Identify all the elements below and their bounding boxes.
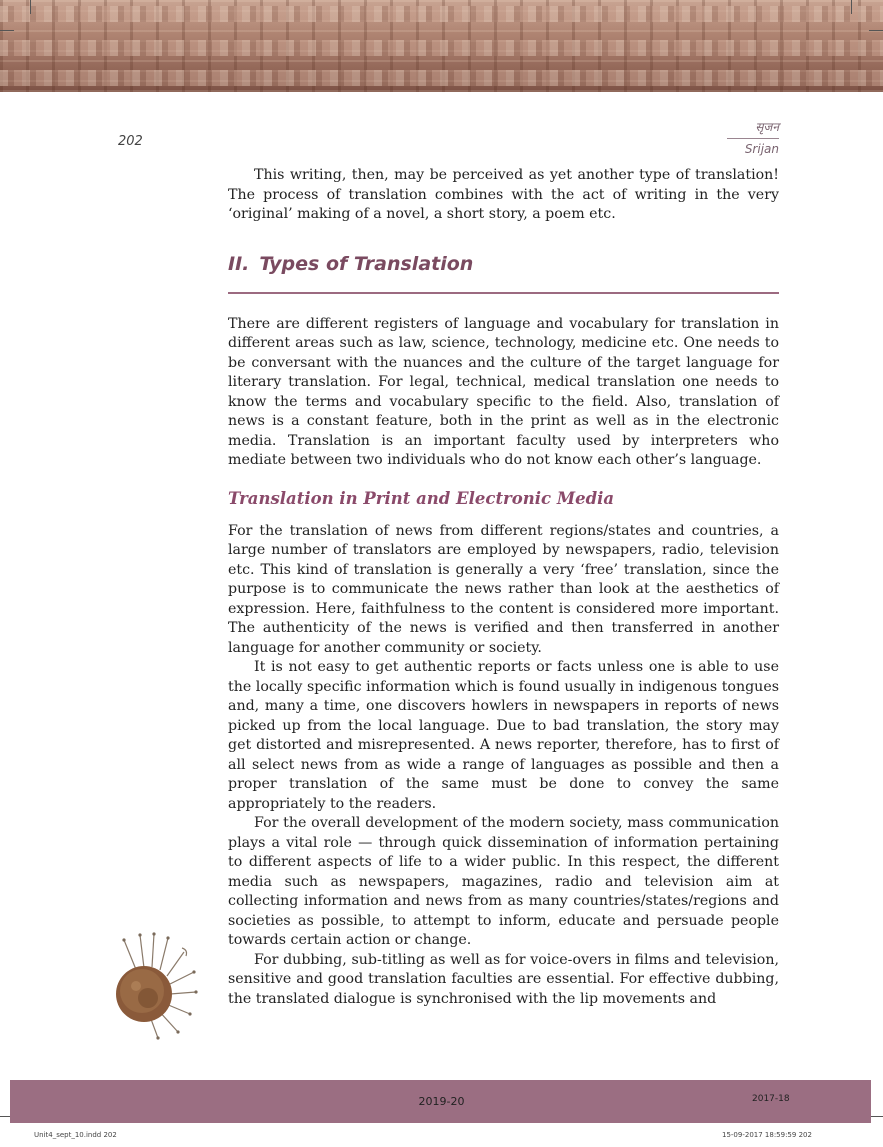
decorative-banner <box>0 0 883 92</box>
section-heading <box>228 253 779 275</box>
page-content <box>228 166 779 1009</box>
section-divider <box>228 292 779 294</box>
banner-carving-band <box>0 6 883 22</box>
crop-mark <box>869 1116 883 1117</box>
subsection-heading: Translation in Print and Electronic Media <box>228 488 615 508</box>
section-title: Types of Translation <box>259 252 474 275</box>
section-paragraph: There are different registers of language and vocabulary for translation in different areas such as law, science, technology, medicine etc. One needs to be conversant with the nuances and the culture of the target language for literary translation. For legal, technical, medical translation one needs to know the terms and vocabulary specific to the field. Also, translation of news is a constant feature, both in the print as well as in the electronic media. Translation is an important faculty used by interpreters who mediate between two individuals who do not know each other’s language. <box>228 315 779 468</box>
header-divider <box>727 138 779 139</box>
subsection-paragraph-1: For the translation of news from different regions/states and countries, a large number of translators are employed by newspapers, radio, television etc. This kind of translation is generally a very ‘free’ translation, since the purpose is to communicate the news rather than look at the aesthetics of expression. Here, faithfulness to the content is considered more important. The authenticity of the news is verified and then transferred in another language for another community or society. <box>228 522 779 656</box>
crop-mark <box>30 0 31 14</box>
print-slug-left: Unit4_sept_10.indd 202 <box>34 1131 117 1139</box>
section-number: II. <box>228 252 250 275</box>
sun-ornament-icon <box>102 932 202 1042</box>
page-number: 202 <box>118 134 143 149</box>
banner-carving-band <box>0 70 883 86</box>
footer-year-right: 2017-18 <box>752 1094 790 1104</box>
book-title: Srijan <box>744 142 779 156</box>
print-slug-right: 15-09-2017 18:59:59 202 <box>722 1131 812 1139</box>
book-title-hindi: सृजन <box>755 120 779 134</box>
crop-mark <box>0 30 14 31</box>
crop-mark <box>851 0 852 14</box>
crop-mark <box>869 30 883 31</box>
subsection-paragraph-4: For dubbing, sub-titling as well as for voice-overs in films and television, sensitive and good translation faculties are essential. For effective dubbing, the translated dialogue is synchronised with the lip movements and <box>228 951 779 1007</box>
subsection-paragraph-2: It is not easy to get authentic reports or facts unless one is able to use the locally specific information which is found usually in indigenous tongues and, many a time, one discovers howlers in newspapers in reports of news picked up from the local language. Due to bad translation, the story may get distorted and misrepresented. A news reporter, therefore, has to first of all select news from as wide a range of languages as possible and then a proper translation of the same must be done to convey the same appropriately to the readers. <box>228 659 779 812</box>
running-header <box>727 118 779 156</box>
intro-paragraph: This writing, then, may be perceived as yet another type of translation! The process of translation combines with the act of writing in the very ‘original’ making of a novel, a short story, a poem etc. <box>228 167 779 222</box>
banner-carving-band <box>0 40 883 56</box>
footer-year: 2019-20 <box>418 1095 465 1108</box>
subsection-paragraph-3: For the overall development of the modern society, mass communication plays a vital role — through quick dissemination of information pertaining to different aspects of life to a wider public. In this respect, the different media such as newspapers, magazines, radio and television aim at collecting information and news from as many countries/states/regions and societies as possible, to attempt to inform, educate and persuade people towards certain action or change. <box>228 815 779 948</box>
